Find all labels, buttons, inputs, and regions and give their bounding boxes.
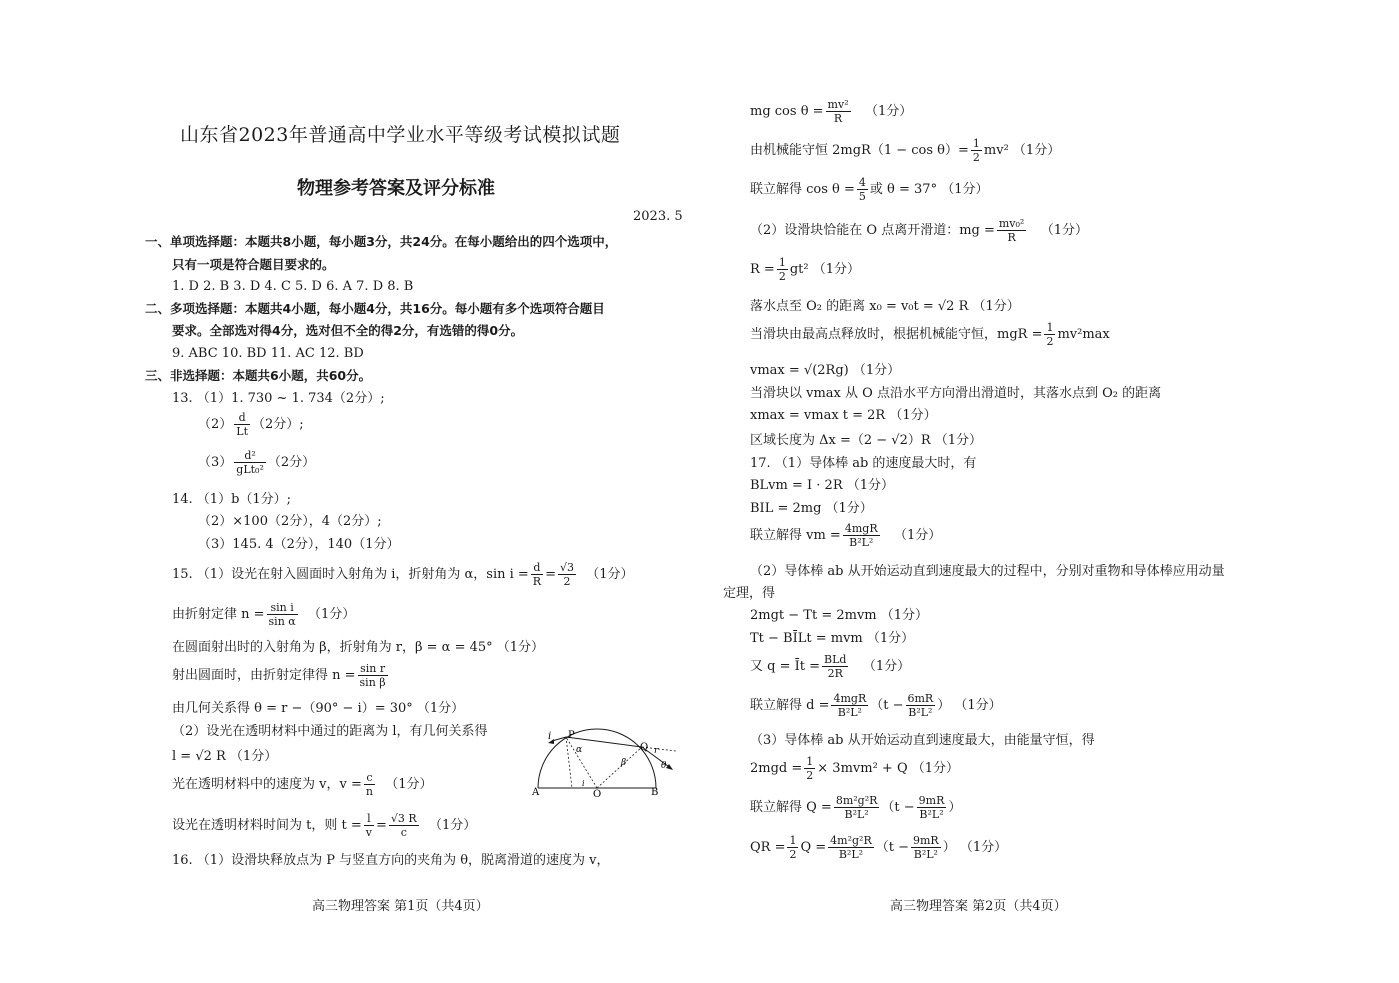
fraction <box>364 813 374 838</box>
label-alpha: α <box>576 745 583 755</box>
section2-answers: 9. ABC 10. BD 11. AC 12. BD <box>172 346 364 361</box>
fraction <box>917 795 947 820</box>
q13-part2-prefix: （2） <box>198 417 233 432</box>
q15-line8 <box>172 772 433 797</box>
section3-heading: 三、非选择题：本题共6小题，共60分。 <box>145 368 372 383</box>
numerator: 4mgR <box>833 692 867 705</box>
numerator: 9mR <box>918 794 945 807</box>
eq-r11: 区域长度为 Δx =（2 − √2）R （1分） <box>750 433 983 448</box>
fraction <box>971 138 982 163</box>
score: （1分） <box>586 567 634 582</box>
numerator: 6mR <box>907 692 934 705</box>
numerator: sin i <box>267 602 298 615</box>
denominator: R <box>833 112 843 125</box>
q15-line2-text: 由折射定律 n = <box>172 607 265 622</box>
eq-text: 联立解得 cos θ = <box>750 182 855 197</box>
denominator: B²L² <box>844 808 869 821</box>
q13-part3 <box>198 450 315 475</box>
q15-line2 <box>172 602 355 627</box>
section2-heading-line1: 二、多项选择题：本题共4小题，每小题4分，共16分。每小题有多个选项符合题目 <box>145 301 605 316</box>
numerator: 1 <box>972 137 980 150</box>
page-footer-right: 高三物理答案 第2页（共4页） <box>890 899 1067 914</box>
denominator: n <box>365 785 373 798</box>
label-p: P <box>568 730 575 741</box>
eq-text: 由机械能守恒 2mgR（1 − cos θ）= <box>750 143 969 158</box>
denominator: B²L² <box>913 848 938 861</box>
eq-r14: BIL = 2mg （1分） <box>750 501 873 516</box>
eq-text: QR = <box>750 840 786 855</box>
eq-r7 <box>750 322 1110 347</box>
label-beta: β <box>621 758 627 768</box>
numerator: 1 <box>778 256 786 269</box>
eq-r3 <box>750 177 988 202</box>
eq-text: （2）设滑块恰能在 O 点离开滑道：mg = <box>750 223 995 238</box>
eq-r20 <box>750 693 1002 718</box>
page-footer-left: 高三物理答案 第1页（共4页） <box>312 899 489 914</box>
q15-line4 <box>172 663 390 688</box>
fraction <box>826 99 851 124</box>
label-i: i <box>548 731 552 742</box>
q13-part2-score: （2分）; <box>252 417 304 432</box>
eq-text-post: gt² （1分） <box>789 262 860 277</box>
denominator: sin β <box>359 676 386 689</box>
label-a: A <box>532 787 540 797</box>
section1-heading-line2: 只有一项是符合题目要求的。 <box>172 257 335 272</box>
denominator: B²L² <box>919 808 944 821</box>
denominator: gLt₀² <box>236 463 264 476</box>
eq-text-mid: （t − <box>870 698 904 713</box>
q14-part1: 14. （1）b（1分）; <box>172 492 292 507</box>
eq-text-mid: Q = <box>800 840 827 855</box>
numerator: √3 R <box>390 812 417 825</box>
eq-r1 <box>750 99 912 124</box>
exam-title: 山东省2023年普通高中学业水平等级考试模拟试题 <box>180 124 621 146</box>
denominator: c <box>400 826 407 839</box>
q15-line5: 由几何关系得 θ = r −（90° − i）= 30° （1分） <box>172 701 465 716</box>
denominator: B²L² <box>838 848 864 861</box>
numerator: mv₀² <box>998 217 1025 230</box>
equals-sign: = <box>375 818 387 833</box>
semicircle-arc <box>538 729 656 788</box>
denominator: 2R <box>827 667 843 680</box>
score: （1分） <box>862 659 911 674</box>
normal-line-q <box>597 747 642 788</box>
fraction <box>828 835 874 860</box>
q14-part2: （2）×100（2分），4（2分）; <box>198 514 382 529</box>
q15-line1 <box>172 562 634 587</box>
score: （1分） <box>865 104 913 119</box>
eq-r15 <box>750 523 941 548</box>
eq-r10: xmax = vmax t = 2R （1分） <box>750 408 937 423</box>
eq-r23 <box>750 795 961 820</box>
q15-line1-text: 15. （1）设光在射入圆面时入射角为 i，折射角为 α，sin i = <box>172 567 529 582</box>
eq-r24 <box>750 835 1007 860</box>
eq-text-post: ） <box>948 800 962 815</box>
score: （1分） <box>428 818 477 833</box>
numerator: c <box>364 772 375 785</box>
section1-answers: 1. D 2. B 3. D 4. C 5. D 6. A 7. D 8. B <box>172 279 414 294</box>
section1-heading-line1: 一、单项选择题：本题共8小题，每小题3分，共24分。在每小题给出的四个选项中， <box>145 234 618 249</box>
fraction <box>389 813 419 838</box>
denominator: 2 <box>972 151 980 164</box>
section2-heading-line2: 要求。全部选对得4分，选对但不全的得2分，有选错的得0分。 <box>172 323 524 338</box>
fraction <box>857 177 868 202</box>
numerator: 9mR <box>913 834 939 847</box>
fraction <box>364 772 375 797</box>
label-o: O <box>593 789 602 797</box>
left-page <box>0 0 699 983</box>
numerator: BLd <box>824 653 847 666</box>
numerator: √3 <box>560 561 575 574</box>
denominator: B²L² <box>837 706 862 719</box>
q17-line1: 17. （1）导体棒 ab 的速度最大时，有 <box>750 456 977 471</box>
denominator: 2 <box>789 848 797 861</box>
fraction <box>911 835 941 860</box>
denominator: Lt <box>236 425 249 438</box>
denominator: 2 <box>563 575 571 588</box>
fraction <box>358 663 388 688</box>
fraction <box>822 654 848 679</box>
q15-line9 <box>172 813 476 838</box>
fraction <box>787 835 798 860</box>
label-r: r <box>654 746 659 756</box>
q15-line9-text: 设光在透明材料时间为 t，则 t = <box>172 818 362 833</box>
fraction <box>267 602 298 627</box>
eq-text: 联立解得 Q = <box>750 800 832 815</box>
fraction <box>234 412 250 437</box>
eq-r22 <box>750 756 959 781</box>
denominator: 2 <box>806 769 814 782</box>
eq-r2 <box>750 138 1060 163</box>
label-q: Q <box>640 742 649 753</box>
label-i-bottom: i <box>582 779 585 788</box>
eq-r8: vmax = √(2Rg) （1分） <box>750 363 901 378</box>
eq-r17: 2mgt − Tt = 2mvm （1分） <box>750 608 929 623</box>
label-b: B <box>651 787 659 797</box>
eq-r9: 当滑块以 vmax 从 O 点沿水平方向滑出滑道时，其落水点到 O₂ 的距离 <box>750 386 1162 401</box>
eq-text-post: × 3mvm² + Q （1分） <box>817 761 960 776</box>
q17-part3-line1: （3）导体棒 ab 从开始运动直到速度最大，由能量守恒，得 <box>750 733 1095 748</box>
equals-sign: = <box>545 567 556 582</box>
eq-text-post: 或 θ = 37° （1分） <box>869 182 989 197</box>
denominator: B²L² <box>908 706 933 719</box>
denominator: 2 <box>778 270 786 283</box>
eq-r18: Tt − BĪLt = mvm （1分） <box>750 631 915 646</box>
q15-line4-text: 射出圆面时，由折射定律得 n = <box>172 668 356 683</box>
eq-text: R = <box>750 262 775 277</box>
score: （1分） <box>1040 223 1089 238</box>
numerator: d² <box>234 450 266 463</box>
numerator: d <box>531 562 543 575</box>
optics-figure <box>530 725 680 797</box>
vertical-dash <box>566 737 572 788</box>
eq-text-post: mv² （1分） <box>983 143 1061 158</box>
denominator: 5 <box>858 190 866 203</box>
eq-r19 <box>750 654 910 679</box>
fraction <box>1044 322 1055 347</box>
denominator: sin α <box>268 615 296 628</box>
q13-part3-score: （2分） <box>267 455 316 470</box>
numerator: sin r <box>358 663 388 676</box>
numerator: 4 <box>858 176 866 189</box>
fraction <box>834 795 880 820</box>
eq-r6: 落水点至 O₂ 的距离 x₀ = v₀t = √2 R （1分） <box>750 299 1020 314</box>
eq-text: 2mgd = <box>750 761 803 776</box>
answer-key-subtitle: 物理参考答案及评分标准 <box>297 178 495 199</box>
fraction <box>843 523 880 548</box>
numerator: 8m²g²R <box>835 794 878 807</box>
numerator: 1 <box>1046 321 1054 334</box>
label-theta: θ <box>661 761 667 771</box>
fraction <box>234 450 266 475</box>
eq-text-post: ） （1分） <box>937 698 1002 713</box>
fraction <box>804 756 815 781</box>
numerator: 1 <box>789 834 797 847</box>
denominator: v <box>365 826 372 839</box>
q15-line6: （2）设光在透明材料中通过的距离为 l，有几何关系得 <box>172 724 488 739</box>
eq-text: 又 q = Īt = <box>750 659 820 674</box>
eq-text-mid: （t − <box>881 800 915 815</box>
q13-part1: 13. （1）1. 730 ~ 1. 734（2分）; <box>172 391 385 406</box>
numerator: mv² <box>827 98 849 111</box>
fraction <box>531 562 543 587</box>
denominator: R <box>532 575 542 588</box>
numerator: d <box>234 412 250 425</box>
date-label: 2023. 5 <box>633 209 683 224</box>
denominator: 2 <box>1046 335 1054 348</box>
q14-part3: （3）145. 4（2分），140（1分） <box>198 537 400 552</box>
eq-r5 <box>750 257 860 282</box>
fraction <box>831 693 868 718</box>
eq-text: 当滑块由最高点释放时，根据机械能守恒，mgR = <box>750 327 1043 342</box>
score: （1分） <box>385 777 433 792</box>
eq-text: 联立解得 vm = <box>750 528 841 543</box>
numerator: 1 <box>806 755 814 768</box>
eq-r4 <box>750 218 1088 243</box>
eq-r13: BLvm = I · 2R （1分） <box>750 478 895 493</box>
q13-part2 <box>198 412 304 437</box>
q17-part2-line2: 定理，得 <box>723 586 776 601</box>
score: （1分） <box>894 528 942 543</box>
q13-part3-prefix: （3） <box>198 455 233 470</box>
eq-text-post: ） （1分） <box>942 840 1008 855</box>
denominator: B²L² <box>849 536 874 549</box>
q15-line3: 在圆面射出时的入射角为 β，折射角为 r，β = α = 45° （1分） <box>172 640 545 655</box>
q15-line7: l = √2 R （1分） <box>172 749 278 764</box>
eq-text-mid2: （t − <box>875 840 909 855</box>
fraction <box>558 562 576 587</box>
eq-text-post: mv²max <box>1057 327 1110 342</box>
numerator: 4mgR <box>844 522 878 535</box>
fraction <box>906 693 936 718</box>
q17-part2-line1: （2）导体棒 ab 从开始运动直到速度最大的过程中，分别对重物和导体棒应用动量 <box>750 564 1225 579</box>
eq-text: 联立解得 d = <box>750 698 830 713</box>
denominator: R <box>1007 231 1016 244</box>
eq-text: mg cos θ = <box>750 104 824 119</box>
q16-line1: 16. （1）设滑块释放点为 P 与竖直方向的夹角为 θ，脱离滑道的速度为 v， <box>172 853 610 868</box>
numerator: l <box>364 813 374 826</box>
fraction <box>777 257 788 282</box>
fraction <box>997 218 1026 243</box>
numerator: 4m²g²R <box>830 834 872 847</box>
score: （1分） <box>307 607 356 622</box>
q15-line8-text: 光在透明材料中的速度为 v，v = <box>172 777 362 792</box>
right-page <box>700 0 1399 983</box>
